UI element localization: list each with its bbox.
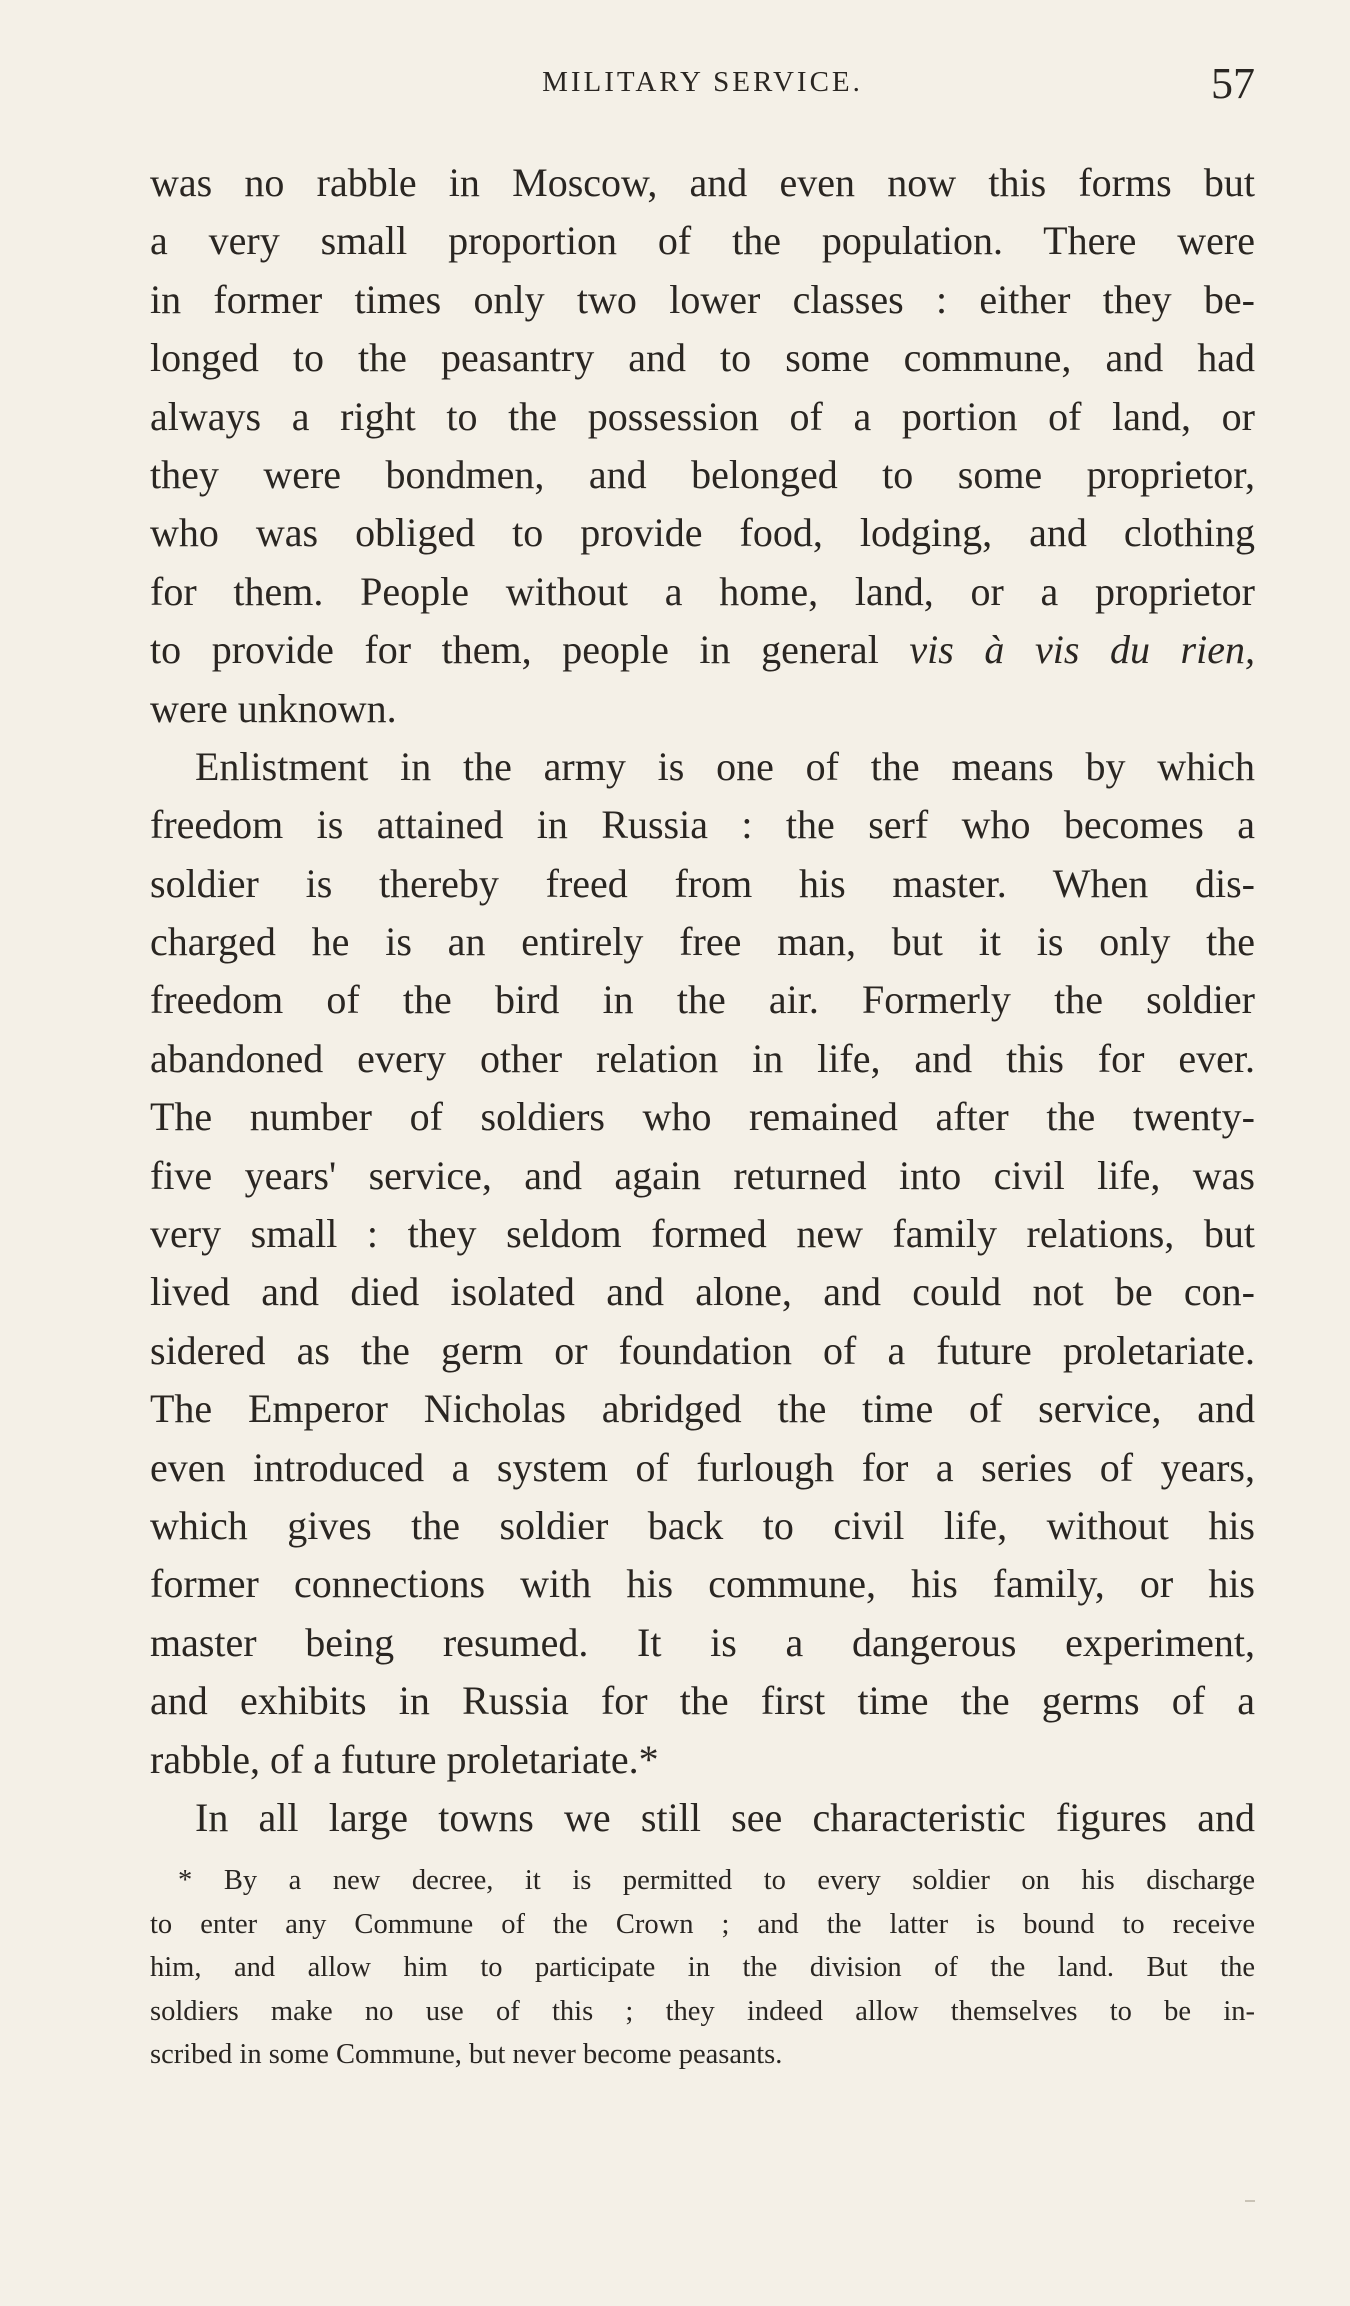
footnote xyxy=(150,1859,1255,2077)
text-line: sidered as the germ or foundation of a future proletariate. xyxy=(150,1327,1255,1373)
text-line xyxy=(150,621,1255,679)
paragraph-first-line: In all large towns we still see characteristic figures and xyxy=(195,1794,1255,1840)
text-line: very small : they seldom formed new family relations, but xyxy=(150,1211,1255,1257)
text-line: charged he is an entirely free man, but it is only the xyxy=(150,919,1255,965)
text-line: in former times only two lower classes : either they be- xyxy=(150,276,1255,322)
text-line: they were bondmen, and belonged to some proprietor, xyxy=(150,451,1255,497)
text-line: freedom is attained in Russia : the serf who becomes a xyxy=(150,802,1255,848)
footnote-line: soldiers make no use of this ; they indeed allow themselves to be in- xyxy=(150,1995,1255,2027)
footnote-line: to enter any Commune of the Crown ; and the latter is bound to receive xyxy=(150,1908,1255,1940)
scan-mark xyxy=(1245,2200,1255,2202)
text-line: a very small proportion of the population. There were xyxy=(150,218,1255,264)
running-head xyxy=(150,58,1255,108)
text-line: master being resumed. It is a dangerous experiment, xyxy=(150,1619,1255,1665)
text-line: lived and died isolated and alone, and could not be con- xyxy=(150,1269,1255,1315)
text-line: The Emperor Nicholas abridged the time of service, and xyxy=(150,1386,1255,1432)
text-line: rabble, of a future proletariate.* xyxy=(150,1736,659,1782)
text-segment: to provide for them, people in general xyxy=(150,627,879,673)
text-line: was no rabble in Moscow, and even now this forms but xyxy=(150,160,1255,205)
footnote-line: scribed in some Commune, but never become peasants. xyxy=(150,2039,783,2070)
text-line: The number of soldiers who remained after the twenty- xyxy=(150,1094,1255,1140)
text-line: always a right to the possession of a portion of land, or xyxy=(150,393,1255,439)
body-text xyxy=(150,154,1255,1847)
text-line: abandoned every other relation in life, and this for ever. xyxy=(150,1035,1255,1081)
text-line: for them. People without a home, land, or a proprietor xyxy=(150,568,1255,614)
text-line: freedom of the bird in the air. Formerly the soldier xyxy=(150,977,1255,1023)
text-line: soldier is thereby freed from his master. When dis- xyxy=(150,860,1255,906)
text-line: five years' service, and again returned into civil life, was xyxy=(150,1152,1255,1198)
running-title: MILITARY SERVICE. xyxy=(542,66,863,98)
footnote-line: him, and allow him to participate in the division of the land. But the xyxy=(150,1952,1255,1983)
text-line: and exhibits in Russia for the first time the germs of a xyxy=(150,1678,1255,1724)
text-line: who was obliged to provide food, lodging, and clothing xyxy=(150,510,1255,556)
page-number: 57 xyxy=(1211,59,1255,108)
text-line: longed to the peasantry and to some commune, and had xyxy=(150,335,1255,381)
paragraph-first-line: Enlistment in the army is one of the means by which xyxy=(195,743,1255,789)
text-line: which gives the soldier back to civil life, without his xyxy=(150,1502,1255,1548)
italic-phrase: vis à vis du rien, xyxy=(909,627,1255,673)
footnote-line: * By a new decree, it is permitted to every soldier on his discharge xyxy=(178,1865,1255,1896)
text-line: were unknown. xyxy=(150,685,397,731)
text-line: even introduced a system of furlough for a series of years, xyxy=(150,1444,1255,1490)
text-line: former connections with his commune, his family, or his xyxy=(150,1561,1255,1607)
